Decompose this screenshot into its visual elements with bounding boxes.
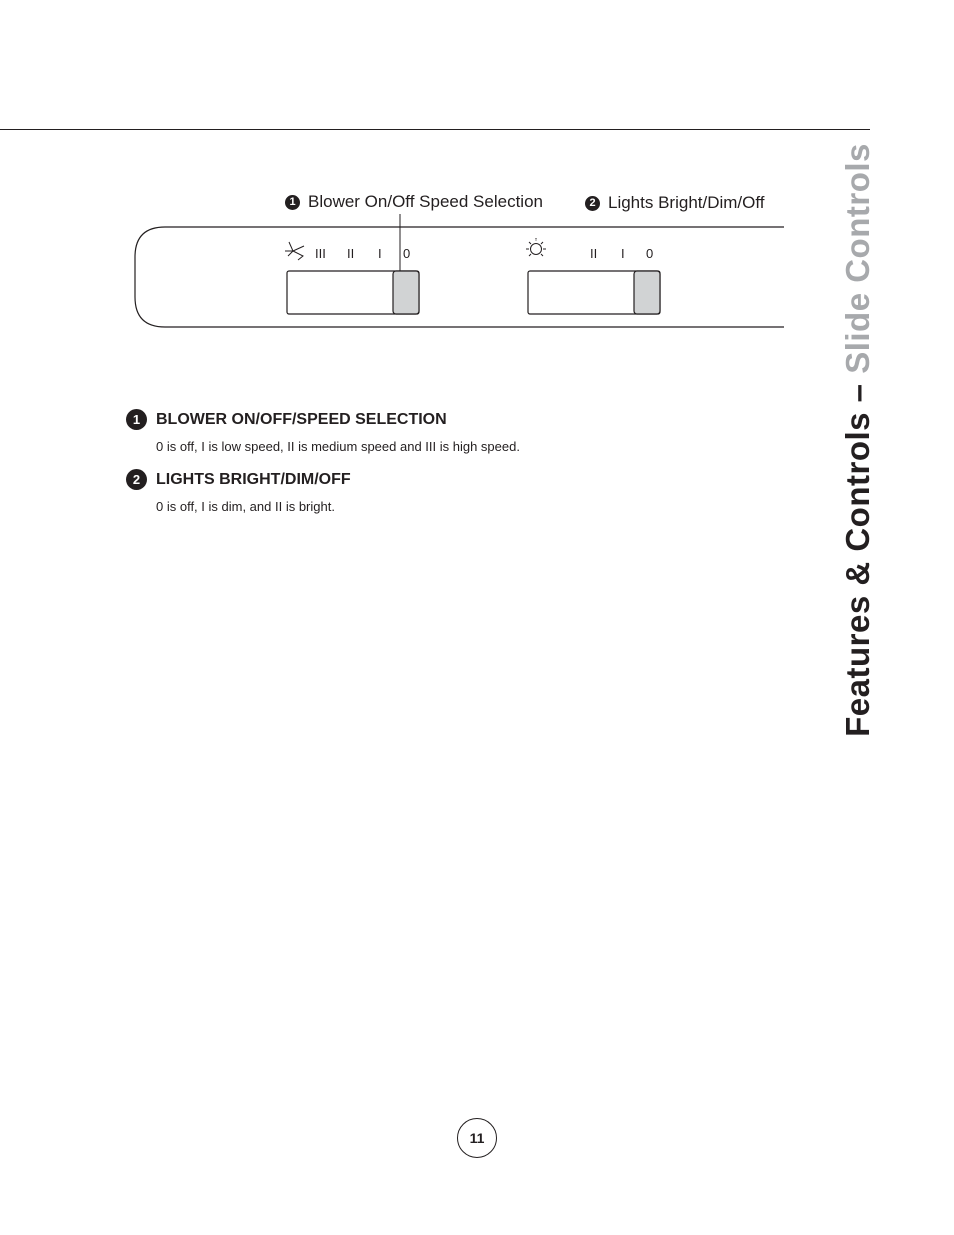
blower-tick-label: I (378, 246, 382, 261)
feature-item-blower (126, 409, 520, 454)
callout-number: 1 (285, 195, 300, 210)
light-tick-label: II (590, 246, 598, 261)
feature-heading (126, 469, 351, 490)
section-title-accent: Slide Controls (839, 143, 876, 374)
callout-number: 2 (585, 196, 600, 211)
control-panel-diagram (0, 0, 954, 400)
light-tick-label: 0 (646, 246, 654, 261)
blower-tick-label: 0 (403, 246, 411, 261)
page-number: 11 (457, 1118, 497, 1158)
feature-heading-text: LIGHTS BRIGHT/DIM/OFF (156, 470, 351, 488)
blower-slider[interactable] (287, 271, 419, 314)
blower-tick-label: III (315, 246, 326, 261)
feature-item-lights (126, 469, 351, 514)
feature-number: 2 (126, 469, 147, 490)
feature-heading (126, 409, 520, 430)
feature-description: 0 is off, I is low speed, II is medium speed and III is high speed. (156, 439, 520, 454)
light-slider[interactable] (528, 271, 660, 314)
light-slider-knob (634, 271, 660, 314)
control-panel-outline (135, 227, 784, 327)
light-tick-label: I (621, 246, 625, 261)
blower-tick-label: II (347, 246, 355, 261)
light-icon (526, 238, 546, 256)
callout-label: Lights Bright/Dim/Off (608, 193, 765, 212)
fan-icon (285, 242, 304, 260)
feature-number: 1 (126, 409, 147, 430)
feature-heading-text: BLOWER ON/OFF/SPEED SELECTION (156, 410, 447, 428)
section-title-main: Features & Controls – (839, 373, 876, 737)
blower-slider-knob (393, 271, 419, 314)
feature-description: 0 is off, I is dim, and II is bright. (156, 499, 335, 514)
callout-label: Blower On/Off Speed Selection (308, 192, 543, 211)
